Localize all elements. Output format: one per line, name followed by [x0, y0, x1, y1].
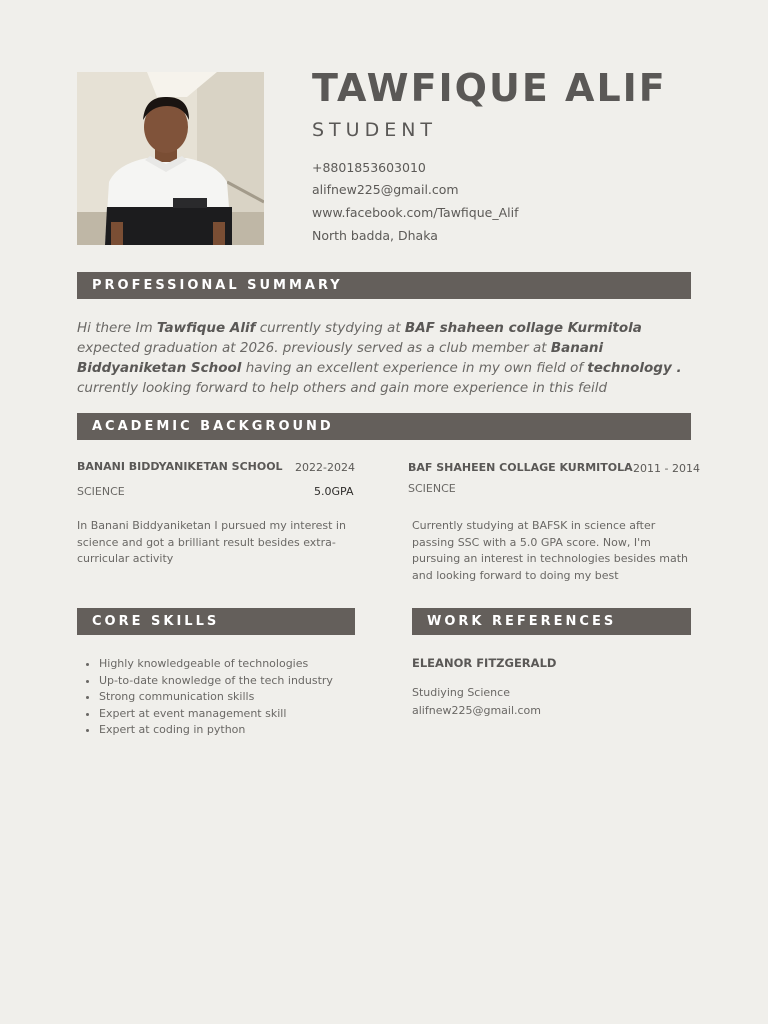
candidate-role: STUDENT: [312, 119, 438, 141]
professional-summary-heading: PROFESSIONAL SUMMARY: [77, 272, 691, 299]
reference-title: Studiying Science: [412, 686, 510, 699]
college-name: BAF SHAHEEN COLLAGE KURMITOLA: [408, 461, 633, 474]
summary-fragment: expected graduation at 2026. previously served as a club member at: [77, 340, 551, 356]
summary-highlight: Banani Biddyaniketan School: [77, 340, 604, 376]
contact-email[interactable]: alifnew225@gmail.com: [312, 182, 459, 197]
professional-summary-text: [77, 318, 693, 398]
contact-website[interactable]: www.facebook.com/Tawfique_Alif: [312, 205, 519, 220]
summary-fragment: having an excellent experience in my own field of: [241, 360, 588, 376]
school-description: In Banani Biddyaniketan I pursued my interest in science and got a brilliant result besides extra-curricular activity: [77, 519, 346, 565]
school-field: SCIENCE: [77, 485, 125, 498]
candidate-name: TAWFIQUE ALIF: [312, 66, 667, 110]
skill-item: • Strong communication skills: [99, 689, 333, 706]
summary-highlight: technology .: [587, 360, 682, 376]
summary-fragment: Hi there Im: [77, 320, 157, 336]
skill-item: • Expert at coding in python: [99, 722, 333, 739]
profile-photo: [77, 72, 264, 245]
summary-fragment: currently stydying at: [255, 320, 405, 336]
school-name: BANANI BIDDYANIKETAN SCHOOL: [77, 460, 283, 473]
reference-name: ELEANOR FITZGERALD: [412, 656, 557, 670]
contact-address: North badda, Dhaka: [312, 228, 438, 243]
college-description: Currently studying at BAFSK in science after passing SSC with a 5.0 GPA score. Now, I'm pursuing an interest in technologies besides math and looking forward to doing my best: [412, 519, 688, 582]
academic-background-heading: ACADEMIC BACKGROUND: [77, 413, 691, 440]
skill-item: • Expert at event management skill: [99, 706, 333, 723]
school-years: 2022-2024: [295, 461, 355, 474]
work-references-heading: WORK REFERENCES: [412, 608, 691, 635]
skill-item: • Up-to-date knowledge of the tech industry: [99, 673, 333, 690]
summary-fragment: currently looking forward to help others and gain more experience in this feild: [77, 380, 608, 396]
school-gpa: 5.0GPA: [314, 485, 354, 498]
college-years: 2011 - 2014: [633, 462, 700, 475]
reference-email[interactable]: alifnew225@gmail.com: [412, 704, 541, 717]
skill-item: • Highly knowledgeable of technologies: [99, 656, 333, 673]
summary-highlight: Tawfique Alif: [156, 320, 256, 336]
college-field: SCIENCE: [408, 482, 456, 495]
skills-list: [77, 656, 333, 739]
contact-phone: +8801853603010: [312, 160, 426, 175]
summary-highlight: BAF shaheen collage Kurmitola: [404, 320, 642, 336]
core-skills-heading: CORE SKILLS: [77, 608, 355, 635]
